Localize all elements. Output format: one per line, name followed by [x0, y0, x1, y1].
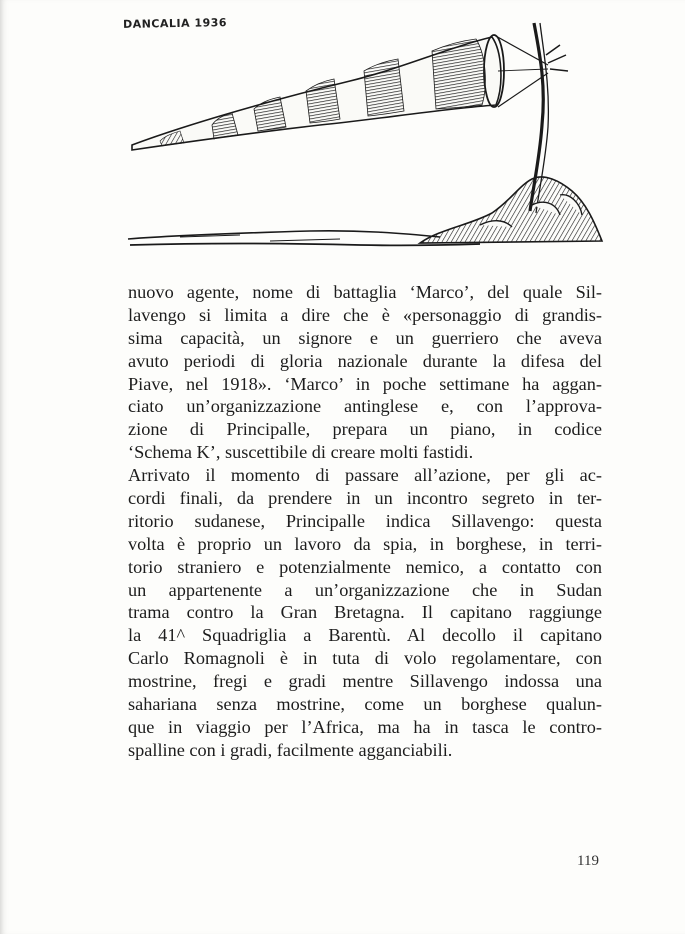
text-line: lavengo si limita a dire che è «personaggio di grandis-: [128, 304, 602, 325]
text-line: sima capacità, un signore e un guerriero che aveva: [128, 327, 602, 348]
text-line: ciato un’organizzazione antinglese e, con l’approva-: [128, 396, 602, 417]
text-line: la 41^ Squadriglia a Barentù. Al decollo il capitano: [128, 625, 602, 646]
page-number: 119: [577, 853, 599, 869]
text-line: trama contro la Gran Bretagna. Il capitano raggiunge: [128, 602, 602, 623]
sketch-caption: DANCALIA 1936: [122, 16, 228, 31]
windsock-sketch-icon: [120, 15, 610, 255]
text-line: ‘Schema K’, suscettibile di creare molti fastidi.: [128, 442, 474, 463]
body-text: [128, 281, 602, 762]
text-line: nuovo agente, nome di battaglia ‘Marco’, del quale Sil-: [128, 282, 602, 302]
text-line: mostrine, fregi e gradi mentre Sillavengo indossa una: [128, 671, 602, 692]
text-line: cordi finali, da prendere in un incontro segreto in ter-: [128, 488, 602, 509]
text-line: un appartenente a un’organizzazione che in Sudan: [128, 579, 602, 600]
text-line: que in viaggio per l’Africa, ma ha in tasca le contro-: [128, 716, 602, 737]
text-line: torio straniero e potenzialmente nemico, a contatto con: [128, 556, 602, 577]
text-line: volta è proprio un lavoro da spia, in borghese, in terri-: [128, 533, 602, 554]
text-line: avuto periodi di gloria nazionale durante la difesa del: [128, 350, 602, 371]
text-line: Piave, nel 1918». ‘Marco’ in poche settimane ha aggan-: [128, 373, 602, 394]
text-line: sahariana senza mostrine, come un borghese qualun-: [128, 694, 602, 715]
text-line: zione di Principalle, prepara un piano, in codice: [128, 419, 602, 440]
text-line: ritorio sudanese, Principalle indica Sillavengo: questa: [128, 510, 602, 531]
text-line: spalline con i gradi, facilmente agganciabili.: [128, 739, 453, 760]
text-line: Arrivato il momento di passare all’azione, per gli ac-: [128, 465, 602, 486]
text-line: Carlo Romagnoli è in tuta di volo regolamentare, con: [128, 648, 602, 669]
